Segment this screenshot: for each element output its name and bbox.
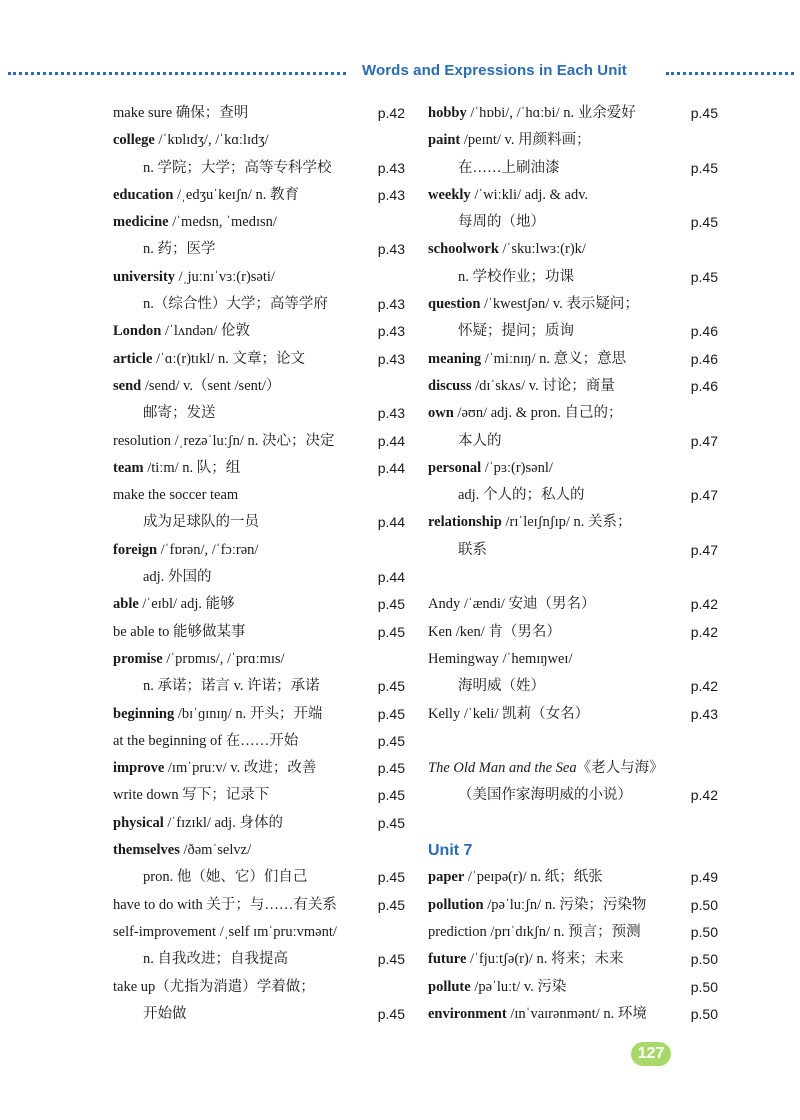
vocab-entry-line <box>113 537 405 564</box>
entry-text: adj. 个人的；私人的 <box>458 487 585 504</box>
page-reference: p.45 <box>377 732 405 749</box>
vocab-entry-line <box>113 673 405 700</box>
vocab-entry-line <box>113 919 405 946</box>
vocab-entry-line <box>428 291 718 318</box>
entry-text: paint /peɪnt/ v. 用颜料画； <box>428 132 591 149</box>
vocab-entry-line <box>113 619 405 646</box>
entry-text: make the soccer team <box>113 487 239 504</box>
entry-text: schoolwork /ˈskuːlwɜː(r)k/ <box>428 241 586 258</box>
vocab-entry-line <box>428 892 718 919</box>
page-reference: p.43 <box>377 296 405 313</box>
page-reference: p.45 <box>377 678 405 695</box>
entry-text: n. 承诺；诺言 v. 许诺；承诺 <box>143 678 320 695</box>
entry-text: be able to 能够做某事 <box>113 623 246 640</box>
entry-text: college /ˈkɒlɪdʒ/, /ˈkɑːlɪdʒ/ <box>113 132 269 149</box>
vocab-entry-line <box>113 482 405 509</box>
header-title: Words and Expressions in Each Unit <box>362 62 627 79</box>
vocab-entry-line <box>113 755 405 782</box>
page-reference: p.45 <box>377 787 405 804</box>
vocab-entry-line <box>428 400 718 427</box>
vocab-entry-line <box>113 974 405 1001</box>
entry-text: adj. 外国的 <box>143 569 212 586</box>
vocab-entry-line <box>428 127 718 154</box>
entry-text: able /ˈeɪbl/ adj. 能够 <box>113 596 235 613</box>
entry-text: personal /ˈpɜː(r)sənl/ <box>428 459 553 476</box>
vocab-entry-line <box>428 782 718 809</box>
page-reference: p.45 <box>377 760 405 777</box>
page-reference: p.47 <box>690 541 718 558</box>
vocab-entry-line <box>113 182 405 209</box>
entry-text: improve /ɪmˈpruːv/ v. 改进；改善 <box>113 760 317 777</box>
entry-text: team /tiːm/ n. 队；组 <box>113 459 241 476</box>
vocab-entry-line <box>428 428 718 455</box>
vocab-entry-line <box>113 728 405 755</box>
vocab-entry-line <box>113 318 405 345</box>
page-reference: p.42 <box>690 787 718 804</box>
entry-text: 邮寄；发送 <box>143 405 216 422</box>
right-column <box>428 100 718 1028</box>
vocab-entry-line <box>428 509 718 536</box>
vocab-entry-line <box>113 209 405 236</box>
section-gap <box>428 564 718 591</box>
vocab-entry-line <box>113 646 405 673</box>
entry-text: n. 学校作业；功课 <box>458 268 574 285</box>
entry-text: self-improvement /ˌself ɪmˈpruːvmənt/ <box>113 923 337 940</box>
section-gap <box>428 728 718 755</box>
page-reference: p.45 <box>377 623 405 640</box>
page-reference: p.50 <box>690 951 718 968</box>
vocab-entry-line <box>428 537 718 564</box>
page-reference: p.42 <box>690 596 718 613</box>
vocab-entry-line <box>113 373 405 400</box>
vocab-entry-line <box>113 564 405 591</box>
entry-text: resolution /ˌrezəˈluːʃn/ n. 决心；决定 <box>113 432 335 449</box>
entry-text: n. 药；医学 <box>143 241 216 258</box>
page-reference: p.42 <box>690 623 718 640</box>
page-reference: p.43 <box>377 350 405 367</box>
entry-text: question /ˈkwestʃən/ v. 表示疑问； <box>428 296 639 313</box>
vocab-entry-line <box>428 701 718 728</box>
entry-text: n.（综合性）大学；高等学府 <box>143 296 328 313</box>
page-reference: p.43 <box>377 159 405 176</box>
vocab-entry-line <box>428 155 718 182</box>
page-reference: p.45 <box>377 814 405 831</box>
vocab-entry-line <box>428 346 718 373</box>
vocab-entry-line <box>428 864 718 891</box>
entry-text: promise /ˈprɒmɪs/, /ˈprɑːmɪs/ <box>113 650 285 667</box>
entry-text: 成为足球队的一员 <box>143 514 259 531</box>
vocab-entry-line <box>113 155 405 182</box>
entry-text: have to do with 关于；与……有关系 <box>113 896 337 913</box>
vocab-entry-line <box>428 919 718 946</box>
section-gap <box>428 810 718 837</box>
page-reference: p.50 <box>690 896 718 913</box>
page-reference: p.43 <box>377 186 405 203</box>
vocab-entry-line <box>113 428 405 455</box>
vocab-entry-line <box>113 264 405 291</box>
vocab-entry-line <box>428 619 718 646</box>
page-reference: p.45 <box>377 1005 405 1022</box>
entry-text: n. 自我改进；自我提高 <box>143 951 288 968</box>
vocab-entry-line <box>113 810 405 837</box>
entry-text: environment /ɪnˈvaɪrənmənt/ n. 环境 <box>428 1005 647 1022</box>
entry-text: London /ˈlʌndən/ 伦敦 <box>113 323 250 340</box>
entry-text: university /ˌjuːnɪˈvɜː(r)səti/ <box>113 268 275 285</box>
unit-heading <box>428 837 718 864</box>
vocab-entry-line <box>113 1001 405 1028</box>
page-reference: p.44 <box>377 432 405 449</box>
vocab-entry-line <box>113 591 405 618</box>
entry-text: make sure 确保；查明 <box>113 105 249 121</box>
page-reference: p.45 <box>377 869 405 886</box>
page-reference: p.49 <box>690 869 718 886</box>
entry-text: weekly /ˈwiːkli/ adj. & adv. <box>428 186 589 203</box>
page-reference: p.43 <box>690 705 718 722</box>
vocab-entry-line <box>113 509 405 536</box>
entry-text: discuss /dɪˈskʌs/ v. 讨论；商量 <box>428 377 615 394</box>
entry-text: pollution /pəˈluːʃn/ n. 污染；污染物 <box>428 896 647 913</box>
vocab-entry-line <box>428 646 718 673</box>
vocab-entry-line <box>428 236 718 263</box>
entry-text: 联系 <box>458 541 487 558</box>
vocab-entry-line <box>113 946 405 973</box>
page-reference: p.43 <box>377 241 405 258</box>
page-reference: p.43 <box>377 405 405 422</box>
page-reference: p.42 <box>377 105 405 121</box>
page-reference: p.47 <box>690 487 718 504</box>
entry-text: relationship /rɪˈleɪʃnʃɪp/ n. 关系； <box>428 514 632 531</box>
entry-text: themselves /ðəmˈselvz/ <box>113 842 252 859</box>
page-header <box>0 62 800 84</box>
page-reference: p.50 <box>690 923 718 940</box>
page-reference: p.45 <box>377 951 405 968</box>
page-reference: p.45 <box>690 105 718 121</box>
entry-text: write down 写下；记录下 <box>113 787 270 804</box>
vocab-entry-line <box>428 455 718 482</box>
page-reference: p.50 <box>690 978 718 995</box>
entry-text: The Old Man and the Sea《老人与海》 <box>428 760 664 777</box>
vocab-entry-line <box>428 591 718 618</box>
entry-text: Hemingway /ˈhemɪŋweɪ/ <box>428 650 573 667</box>
vocab-entry-line <box>113 127 405 154</box>
entry-text: 在……上刷油漆 <box>458 159 560 176</box>
vocab-entry-line <box>428 100 718 127</box>
page-reference: p.44 <box>377 569 405 586</box>
page-reference: p.45 <box>690 268 718 285</box>
page-reference: p.46 <box>690 350 718 367</box>
vocab-entry-line <box>428 482 718 509</box>
entry-text: 本人的 <box>458 432 502 449</box>
vocab-entry-line <box>428 182 718 209</box>
header-dotted-rule-right <box>666 72 794 75</box>
page-number: 127 <box>631 1042 671 1066</box>
entry-text: education /ˌedʒuˈkeɪʃn/ n. 教育 <box>113 186 300 203</box>
vocab-entry-line <box>428 264 718 291</box>
vocab-entry-line <box>428 209 718 236</box>
vocab-entry-line <box>113 346 405 373</box>
vocab-entry-line <box>113 291 405 318</box>
entry-text: medicine /ˈmedsn, ˈmedɪsn/ <box>113 214 277 231</box>
vocab-entry-line <box>113 400 405 427</box>
entry-text: paper /ˈpeɪpə(r)/ n. 纸；纸张 <box>428 869 603 886</box>
entry-text: physical /ˈfɪzɪkl/ adj. 身体的 <box>113 814 283 831</box>
entry-text: meaning /ˈmiːnɪŋ/ n. 意义；意思 <box>428 350 627 367</box>
entry-text: prediction /prɪˈdɪkʃn/ n. 预言；预测 <box>428 923 641 940</box>
vocab-entry-line <box>113 864 405 891</box>
entry-text: 怀疑；提问；质询 <box>458 323 574 340</box>
entry-text: foreign /ˈfɒrən/, /ˈfɔːrən/ <box>113 541 259 558</box>
left-column <box>113 100 405 1028</box>
page-reference: p.45 <box>690 214 718 231</box>
entry-text: Ken /ken/ 肯（男名） <box>428 623 561 640</box>
page-reference: p.44 <box>377 514 405 531</box>
entry-text: Unit 7 <box>428 842 473 860</box>
page-reference: p.45 <box>377 596 405 613</box>
page-reference: p.50 <box>690 1005 718 1022</box>
entry-text: beginning /bɪˈɡɪnɪŋ/ n. 开头；开端 <box>113 705 323 722</box>
entry-text: n. 学院；大学；高等专科学校 <box>143 159 332 176</box>
page-reference: p.46 <box>690 323 718 340</box>
entry-text: take up（尤指为消遣）学着做； <box>113 978 315 995</box>
entry-text: pollute /pəˈluːt/ v. 污染 <box>428 978 567 995</box>
entry-text: Andy /ˈændi/ 安迪（男名） <box>428 596 596 613</box>
vocab-entry-line <box>428 673 718 700</box>
entry-text: Kelly /ˈkeli/ 凯莉（女名） <box>428 705 590 722</box>
page-reference: p.45 <box>690 159 718 176</box>
vocab-entry-line <box>113 892 405 919</box>
entry-text: own /əʊn/ adj. & pron. 自己的； <box>428 405 623 422</box>
entry-text: hobby /ˈhɒbi/, /ˈhɑːbi/ n. 业余爱好 <box>428 105 636 121</box>
vocab-entry-line <box>428 318 718 345</box>
page-reference: p.44 <box>377 459 405 476</box>
header-dotted-rule-left <box>8 72 346 75</box>
entry-text: future /ˈfjuːtʃə(r)/ n. 将来；未来 <box>428 951 624 968</box>
vocab-entry-line <box>113 236 405 263</box>
vocab-entry-line <box>113 701 405 728</box>
page-reference: p.46 <box>690 377 718 394</box>
entry-text: 每周的（地） <box>458 214 545 231</box>
vocab-entry-line <box>428 946 718 973</box>
entry-text: send /send/ v.（sent /sent/） <box>113 377 281 394</box>
vocab-entry-line <box>113 100 405 127</box>
vocab-entry-line <box>428 974 718 1001</box>
page-reference: p.43 <box>377 323 405 340</box>
vocab-entry-line <box>428 1001 718 1028</box>
vocab-entry-line <box>113 455 405 482</box>
page-reference: p.45 <box>377 705 405 722</box>
entry-text: article /ˈɑː(r)tɪkl/ n. 文章；论文 <box>113 350 306 367</box>
vocab-entry-line <box>428 755 718 782</box>
page-reference: p.42 <box>690 678 718 695</box>
vocab-entry-line <box>113 837 405 864</box>
entry-text: 海明威（姓） <box>458 678 545 695</box>
entry-text: pron. 他（她、它）们自己 <box>143 869 308 886</box>
vocab-entry-line <box>428 373 718 400</box>
page-reference: p.45 <box>377 896 405 913</box>
vocab-entry-line <box>113 782 405 809</box>
entry-text: 开始做 <box>143 1005 187 1022</box>
entry-text: （美国作家海明威的小说） <box>458 787 632 804</box>
page-reference: p.47 <box>690 432 718 449</box>
entry-text: at the beginning of 在……开始 <box>113 732 299 749</box>
